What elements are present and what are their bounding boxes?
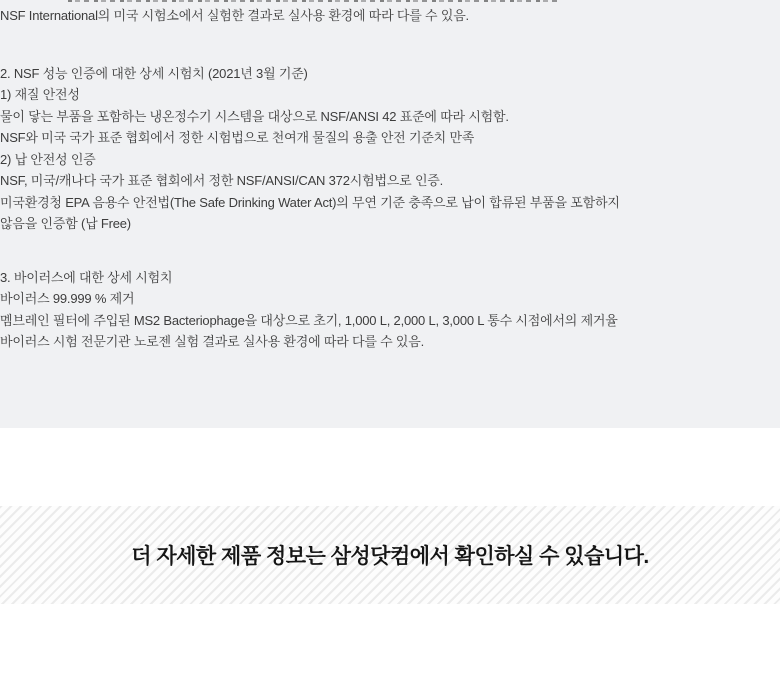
samsungcom-info-text: 더 자세한 제품 정보는 삼성닷컴에서 확인하실 수 있습니다. — [131, 545, 649, 568]
white-spacer — [0, 428, 780, 506]
note-line-nsf-intl: NSF International의 미국 시험소에서 실험한 결과로 실사용 환경에 따라 다를 수 있음. — [0, 8, 469, 23]
note-line-virus-removal: 바이러스 99.999 % 제거 — [0, 291, 135, 306]
note-line-lead-cert: NSF, 미국/캐나다 국가 표준 협회에서 정한 NSF/ANSI/CAN 372시험법으로 인증. — [0, 173, 444, 188]
subsection-2-heading: 2) 납 안전성 인증 — [0, 151, 96, 167]
virus-test-block — [0, 267, 780, 353]
bottom-white-spacer — [0, 604, 780, 685]
section-3-heading: 3. 바이러스에 대한 상세 시험치 — [0, 269, 173, 285]
samsungcom-banner — [0, 506, 780, 604]
subsection-1-heading: 1) 재질 안전성 — [0, 87, 80, 102]
note-line-epa-act: 미국환경청 EPA 음용수 안전법(The Safe Drinking Water Act)의 무연 기준 충족으로 납이 합류된 부품을 포함하지 — [0, 194, 620, 210]
note-line-material-test: 물이 닿는 부품을 포함하는 냉온정수기 시스템을 대상으로 NSF/ANSI 42 표준에 따라 시험함. — [0, 108, 509, 124]
nsf-certification-block — [0, 63, 780, 235]
note-line-ms2-test: 멤브레인 필터에 주입된 MS2 Bacteriophage을 대상으로 초기, 1,000 L, 2,000 L, 3,000 L 통수 시점에서의 제거율 — [0, 312, 618, 328]
note-line-material-standard: NSF와 미국 국가 표준 협회에서 정한 시험법으로 천여개 물질의 용출 안전 기준치 만족 — [0, 130, 475, 145]
note-line-lead-free: 않음을 인증함 (납 Free) — [0, 216, 131, 231]
section-2-heading: 2. NSF 성능 인증에 대한 상세 시험치 (2021년 3월 기준) — [0, 65, 308, 81]
clipped-text-remnant — [68, 0, 560, 2]
note-line-virus-lab: 바이러스 시험 전문기관 노로젠 실험 결과로 실사용 환경에 따라 다를 수 있음. — [0, 334, 425, 349]
